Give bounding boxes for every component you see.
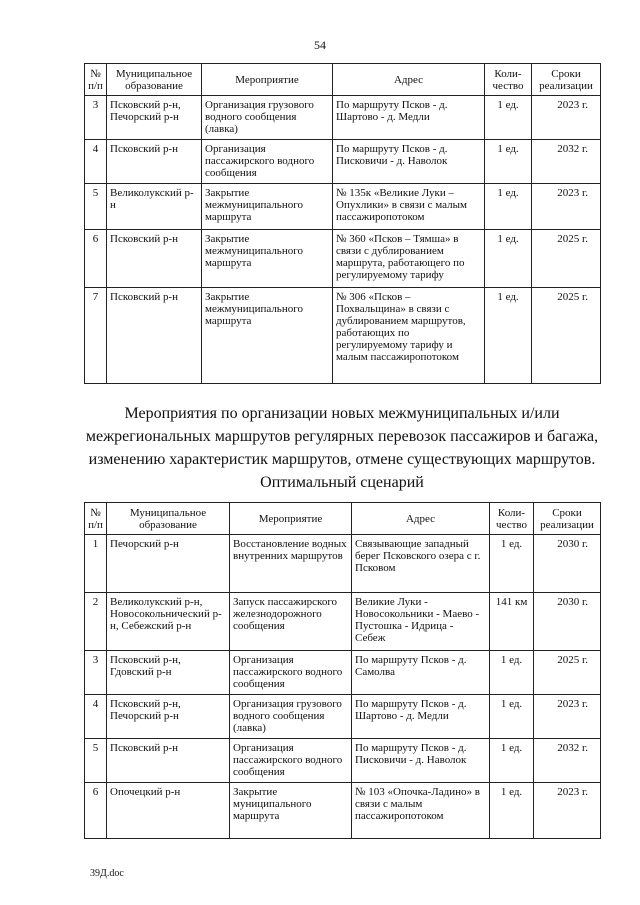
cell-municipality: Псковский р-н <box>107 230 202 288</box>
table-row <box>85 184 601 230</box>
cell-deadline: 2030 г. <box>534 593 601 651</box>
cell-quantity: 1 ед. <box>490 535 534 593</box>
header-quantity: Коли-чество <box>490 503 534 535</box>
page-number: 54 <box>314 38 326 52</box>
header-deadline: Сроки реализации <box>534 503 601 535</box>
cell-address: По маршруту Псков - д. Шартово - д. Медли <box>352 695 490 739</box>
cell-quantity: 1 ед. <box>490 695 534 739</box>
cell-measure: Закрытие межмуниципального маршрута <box>202 184 333 230</box>
cell-quantity: 1 ед. <box>485 184 532 230</box>
header-address: Адрес <box>333 64 485 96</box>
cell-municipality: Печорский р-н <box>107 535 230 593</box>
cell-address: По маршруту Псков - д. Писковичи - д. Наволок <box>352 739 490 783</box>
cell-measure: Организация пассажирского водного сообщения <box>230 651 352 695</box>
table-bus-routes-2 <box>84 502 601 839</box>
table-row <box>85 739 601 783</box>
table-row <box>85 695 601 739</box>
table-row <box>85 535 601 593</box>
table-row <box>85 140 601 184</box>
cell-num: 4 <box>85 140 107 184</box>
cell-measure: Восстановление водных внутренних маршрутов <box>230 535 352 593</box>
cell-quantity: 1 ед. <box>485 96 532 140</box>
table-header-row <box>85 64 601 96</box>
cell-num: 6 <box>85 230 107 288</box>
section-title: Мероприятия по организации новых межмуниципальных и/или межрегиональных маршрутов регулярных перевозок пассажиров и багажа, изменению характеристик маршрутов, отмене существующих маршрутов. Оптимальный сценарий <box>85 405 599 491</box>
cell-measure: Организация пассажирского водного сообщения <box>202 140 333 184</box>
cell-municipality: Псковский р-н, Печорский р-н <box>107 96 202 140</box>
cell-municipality: Псковский р-н <box>107 739 230 783</box>
cell-deadline: 2032 г. <box>532 140 601 184</box>
cell-address: № 360 «Псков – Тямша» в связи с дублированием маршрута, работающего по регулируемому тарифу <box>333 230 485 288</box>
header-deadline: Сроки реализации <box>532 64 601 96</box>
table-header-row <box>85 503 601 535</box>
cell-quantity: 1 ед. <box>485 140 532 184</box>
cell-municipality: Великолукский р-н <box>107 184 202 230</box>
cell-measure: Организация пассажирского водного сообщения <box>230 739 352 783</box>
table-row <box>85 593 601 651</box>
cell-deadline: 2025 г. <box>532 288 601 384</box>
cell-municipality: Псковский р-н, Печорский р-н <box>107 695 230 739</box>
cell-address: Связывающие западный берег Псковского озера с г. Псковом <box>352 535 490 593</box>
cell-deadline: 2023 г. <box>534 783 601 839</box>
cell-quantity: 1 ед. <box>490 739 534 783</box>
cell-num: 6 <box>85 783 107 839</box>
cell-measure: Организация грузового водного сообщения (лавка) <box>202 96 333 140</box>
cell-measure: Закрытие межмуниципального маршрута <box>202 288 333 384</box>
cell-num: 5 <box>85 184 107 230</box>
cell-address: № 135к «Великие Луки – Опухлики» в связи с малым пассажиропотоком <box>333 184 485 230</box>
cell-quantity: 141 км <box>490 593 534 651</box>
cell-municipality: Псковский р-н, Гдовский р-н <box>107 651 230 695</box>
cell-num: 2 <box>85 593 107 651</box>
cell-address: По маршруту Псков - д. Писковичи - д. Наволок <box>333 140 485 184</box>
cell-quantity: 1 ед. <box>485 230 532 288</box>
header-num: № п/п <box>85 64 107 96</box>
cell-deadline: 2023 г. <box>532 96 601 140</box>
cell-num: 3 <box>85 651 107 695</box>
table-row <box>85 783 601 839</box>
table-row <box>85 651 601 695</box>
header-num: № п/п <box>85 503 107 535</box>
cell-address: № 103 «Опочка-Ладино» в связи с малым пассажиропотоком <box>352 783 490 839</box>
table-row <box>85 96 601 140</box>
cell-num: 5 <box>85 739 107 783</box>
cell-measure: Запуск пассажирского железнодорожного сообщения <box>230 593 352 651</box>
cell-measure: Организация грузового водного сообщения (лавка) <box>230 695 352 739</box>
header-address: Адрес <box>352 503 490 535</box>
header-measure: Мероприятие <box>202 64 333 96</box>
cell-quantity: 1 ед. <box>490 783 534 839</box>
cell-municipality: Псковский р-н <box>107 288 202 384</box>
cell-deadline: 2023 г. <box>532 184 601 230</box>
cell-address: № 306 «Псков – Похвальщина» в связи с дублированием маршрутов, работающих по регулируемому тарифу и малым пассажиропотоком <box>333 288 485 384</box>
cell-quantity: 1 ед. <box>485 288 532 384</box>
cell-num: 3 <box>85 96 107 140</box>
cell-measure: Закрытие межмуниципального маршрута <box>202 230 333 288</box>
header-quantity: Коли-чество <box>485 64 532 96</box>
cell-num: 1 <box>85 535 107 593</box>
cell-address: По маршруту Псков - д. Самолва <box>352 651 490 695</box>
cell-municipality: Псковский р-н <box>107 140 202 184</box>
file-name-footer: 39Д.doc <box>90 868 124 879</box>
cell-deadline: 2025 г. <box>534 651 601 695</box>
table-row <box>85 230 601 288</box>
header-measure: Мероприятие <box>230 503 352 535</box>
table-bus-routes-1 <box>84 63 601 384</box>
cell-deadline: 2025 г. <box>532 230 601 288</box>
cell-municipality: Великолукский р-н, Новосокольнический р-н, Себежский р-н <box>107 593 230 651</box>
header-municipality: Муниципальное образование <box>107 503 230 535</box>
cell-num: 4 <box>85 695 107 739</box>
table-row <box>85 288 601 384</box>
cell-address: По маршруту Псков - д. Шартово - д. Медли <box>333 96 485 140</box>
cell-measure: Закрытие муниципального маршрута <box>230 783 352 839</box>
cell-municipality: Опочецкий р-н <box>107 783 230 839</box>
cell-deadline: 2023 г. <box>534 695 601 739</box>
cell-deadline: 2032 г. <box>534 739 601 783</box>
cell-deadline: 2030 г. <box>534 535 601 593</box>
cell-quantity: 1 ед. <box>490 651 534 695</box>
cell-num: 7 <box>85 288 107 384</box>
cell-address: Великие Луки - Новосокольники - Маево - Пустошка - Идрица - Себеж <box>352 593 490 651</box>
header-municipality: Муниципальное образование <box>107 64 202 96</box>
